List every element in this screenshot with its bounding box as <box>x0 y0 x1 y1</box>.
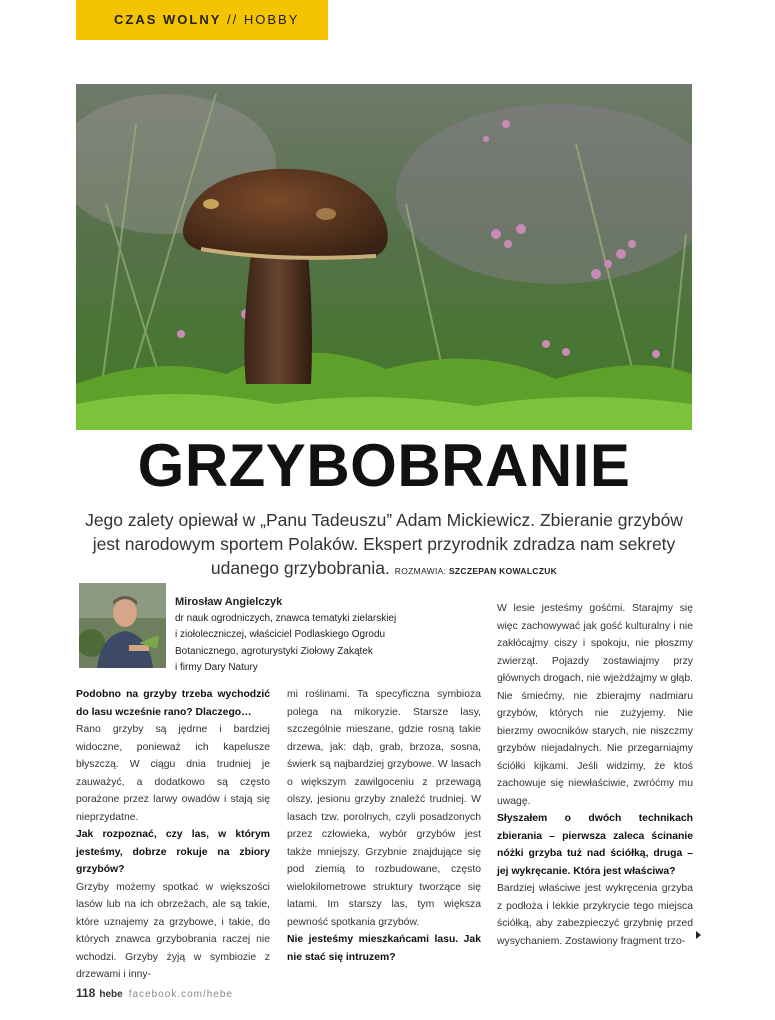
expert-bio-line: Botanicznego, agroturystyki Ziołowy Zakątek <box>175 645 373 657</box>
footer-url: facebook.com/hebe <box>128 989 233 1000</box>
expert-bio-line: dr nauk ogrodniczych, znawca tematyki zielarskiej <box>175 612 397 624</box>
expert-info <box>175 594 475 677</box>
expert-name: Mirosław Angielczyk <box>175 596 283 608</box>
column-1 <box>76 686 270 984</box>
page-footer <box>76 986 233 1000</box>
interview-question: Nie jesteśmy mieszkańcami lasu. Jak nie stać się intruzem? <box>287 934 481 963</box>
interview-answer: Bardziej właściwe jest wykręcenia grzyba z podłoża i lekkie przykrycie tego miejsca ściółką, aby zabezpieczyć grzybnię przed wysychaniem. Zostawiony fragment trzo- <box>497 883 693 947</box>
hero-photo-mushroom <box>76 84 692 430</box>
interview-answer: W lesie jesteśmy gośćmi. Starajmy się więc zachowywać jak gość kulturalny i nie zakłócajmy ciszy i spokoju, nie płoszmy zwierząt. Pojazdy zostawiajmy przy głównych drogach, nie wjeżdżajmy w głąb. Nie śmiećmy, nie zbierajmy nadmiaru grzybów, których nie zużyjemy. Nie bierzmy owocników starych, nie niszczmy grzybów niejadalnych. Nie przegarniajmy ściółki kijkami. Jeśli widzimy, że ktoś zachowuje się niewłaściwie, zwróćmy mu uwagę. <box>497 603 693 807</box>
magazine-logo: hebe <box>99 989 123 1000</box>
interview-question: Słyszałem o dwóch technikach zbierania – pierwsza zaleca ścinanie nóżki grzyba tuż nad ściółką, druga – jej wykręcanie. Która jest właściwa? <box>497 813 693 877</box>
section-name: CZAS WOLNY <box>114 12 222 27</box>
interview-question: Jak rozpoznać, czy las, w którym jesteśmy, dobrze rokuje na zbiory grzybów? <box>76 829 270 875</box>
interview-answer: Rano grzyby są jędrne i bardziej widoczne, ponieważ ich kapelusze błyszczą. W ciągu dnia trudniej je zauważyć, a dodatkowo są często porażone przez larwy owadów i stają się nieprzydatne. <box>76 724 270 823</box>
interviewer-credit <box>395 566 557 576</box>
credit-name: SZCZEPAN KOWALCZUK <box>448 566 558 576</box>
expert-portrait <box>79 583 166 668</box>
column-2 <box>287 686 481 966</box>
mushroom-illustration <box>76 84 692 430</box>
subsection-name: HOBBY <box>243 12 300 27</box>
interview-answer: Grzyby możemy spotkać w większości lasów lub na ich obrzeżach, ale są takie, które uznajemy za grzybowe, i takie, do których znawca grzybobrania raczej nie wchodzi. Grzyby żyją w symbiozie z drzewami i inny- <box>76 881 270 980</box>
page-number: 118 <box>76 986 96 1000</box>
section-separator: // <box>227 12 239 27</box>
interview-answer: mi roślinami. Ta specyficzna symbioza polega na mikoryzie. Starsze lasy, szczególnie mieszane, gdzie rosną takie drzewa, jak: dąb, grab, brzoza, sosna, świerk są najbardziej grzybowe. W lasach o większym zawilgoceniu z przewagą olszy, jesionu grzyby znaleźć trudniej. W lasach tzw. porolnych, czyli posadzonych przez człowieka, wybór grzybów jest także mniejszy. Grzybnie znajdujące się pod ziemią to rozbudowane, często wielokilometrowe struktury tworzące się latami. Im starszy las, tym większa pewność spotkania grzybów. <box>287 689 481 928</box>
continue-arrow-icon <box>696 931 701 939</box>
credit-label: ROZMAWIA: <box>394 566 447 576</box>
expert-bio-line: i ziołoleczniczej, właściciel Podlaskiego Ogrodu <box>175 629 386 640</box>
article-lede <box>84 508 684 583</box>
article-title: GRZYBOBRANIE <box>137 432 631 499</box>
column-3 <box>497 600 693 950</box>
lede-text: Jego zalety opiewał w „Panu Tadeuszu” Adam Mickiewicz. Zbieranie grzybów jest narodowym sportem Polaków. Ekspert przyrodnik zdradza nam sekrety udanego grzybobrania. <box>85 510 683 578</box>
interview-question: Podobno na grzyby trzeba wychodzić do lasu wcześnie rano? Dlaczego… <box>76 689 270 718</box>
expert-portrait-illustration <box>79 583 166 668</box>
expert-bio-line: i firmy Dary Natury <box>175 662 258 673</box>
section-tag <box>76 0 328 40</box>
